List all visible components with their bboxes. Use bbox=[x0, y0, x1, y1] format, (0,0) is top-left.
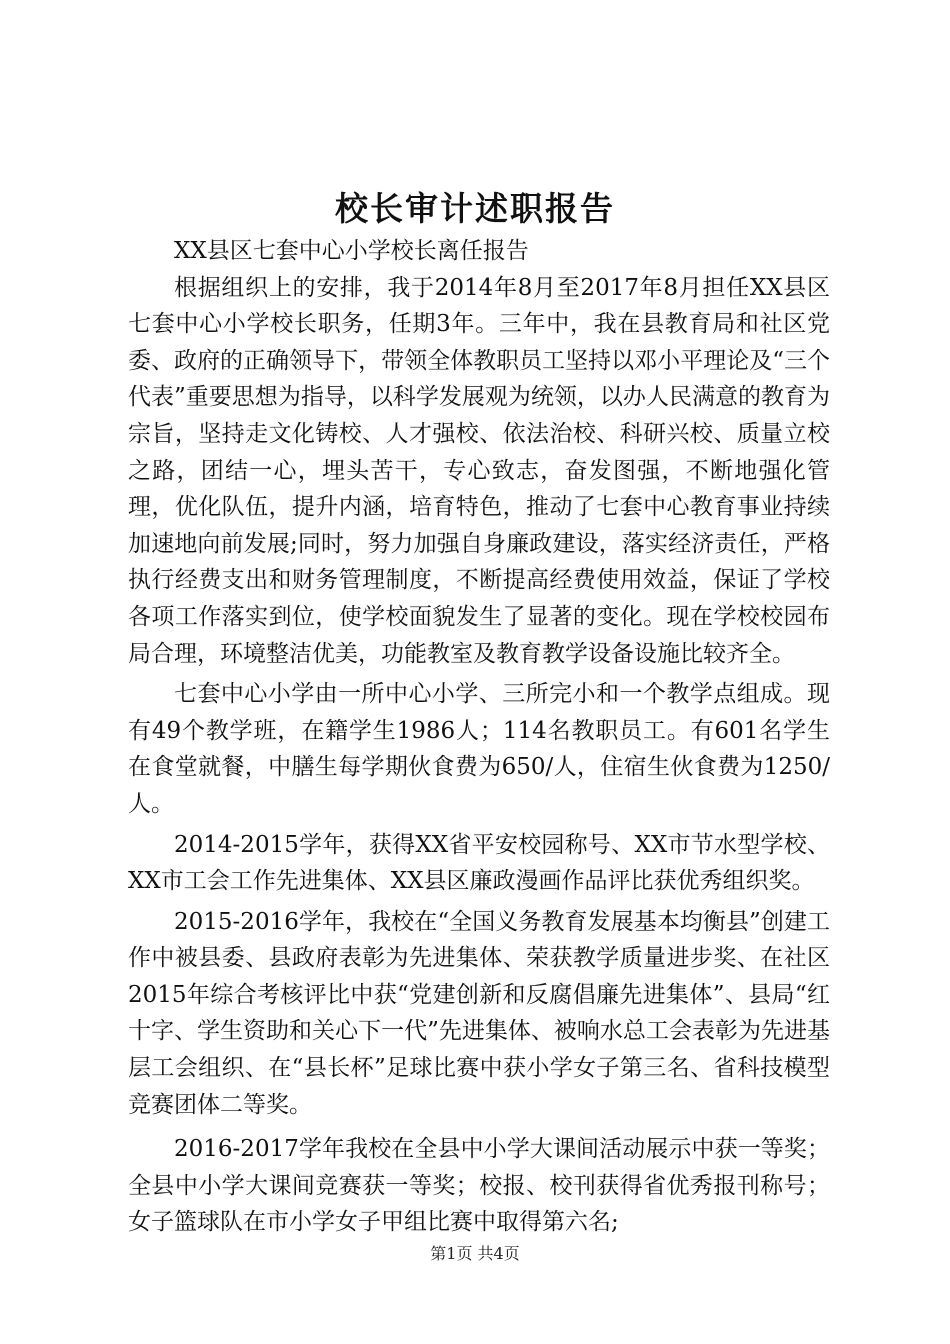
paragraph-2014-2015: 2014-2015学年，获得XX省平安校园称号、XX市节水型学校、XX市工会工作先进集体、XX县区廉政漫画作品评比获优秀组织奖。 bbox=[128, 831, 830, 895]
paragraph-appointment: 根据组织上的安排，我于2014年8月至2017年8月担任XX县区七套中心小学校长职务，任期3年。三年中，我在县教育局和社区党委、政府的正确领导下，带领全体教职员工坚持以邓小平理论及“三个代表”重要思想为指导，以科学发展观为统领，以办人民满意的教育为宗旨，坚持走文化铸校、人才强校、依法治校、科研兴校、质量立校之路，团结一心，埋头苦干，专心致志，奋发图强，不断地强化管理，优化队伍，提升内涵，培育特色，推动了七套中心教育事业持续加速地向前发展;同时，努力加强自身廉政建设，落实经济责任，严格执行经费支出和财务管理制度，不断提高经费使用效益，保证了学校各项工作落实到位，使学校面貌发生了显著的变化。现在学校校园布局合理，环境整洁优美，功能教室及教育教学设备设施比较齐全。 bbox=[128, 274, 830, 667]
paragraph-2015-2016: 2015-2016学年，我校在“全国义务教育发展基本均衡县”创建工作中被县委、县政府表彰为先进集体、荣获教学质量进步奖、在社区2015年综合考核评比中获“党建创新和反腐倡廉先进集体”、县局“红十字、学生资助和关心下一代”先进集体、被响水总工会表彰为先进基层工会组织、在“县长杯”足球比赛中获小学女子第三名、省科技模型竞赛团体二等奖。 bbox=[128, 908, 830, 1118]
document-subtitle: XX县区七套中心小学校长离任报告 bbox=[174, 238, 529, 264]
document-body bbox=[128, 233, 830, 1241]
paragraph-school-overview: 七套中心小学由一所中心小学、三所完小和一个教学点组成。现有49个教学班，在籍学生1986人；114名教职员工。有601名学生在食堂就餐，中膳生每学期伙食费为650/人，住宿生伙食费为1250/人。 bbox=[128, 681, 830, 817]
paragraph-2016-2017: 2016-2017学年我校在全县中小学大课间活动展示中获一等奖；全县中小学大课间竞赛获一等奖；校报、校刊获得省优秀报刊称号；女子篮球队在市小学女子甲组比赛中取得第六名; bbox=[128, 1136, 830, 1236]
document-title: 校长审计述职报告 bbox=[335, 189, 615, 228]
page-number: 第1页 共4页 bbox=[430, 1244, 520, 1263]
